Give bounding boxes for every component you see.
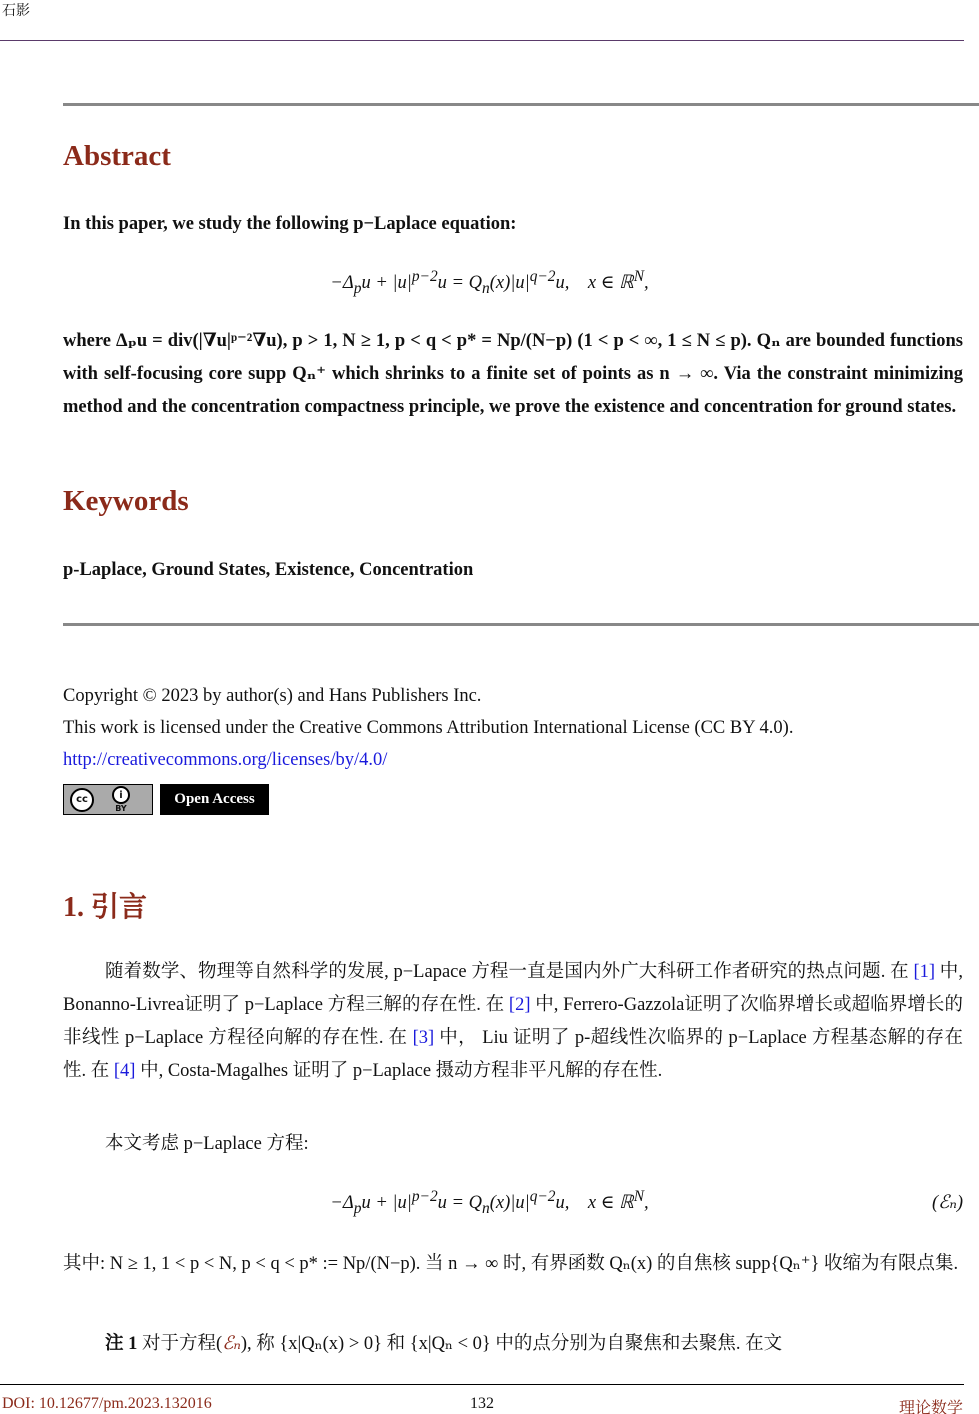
citation-4[interactable]: [4] <box>113 1061 136 1081</box>
attribution-icon: i <box>112 786 130 804</box>
license-block <box>63 680 963 776</box>
text: 随着数学、物理等自然科学的发展, p−Lapace 方程一直是国内外广大科研工作者研究的热点问题. 在 <box>105 962 914 982</box>
text: 中, Ferrero-Gazzola证明了次临界增长或超临界增长的非线性 p−Laplace 方程径向解的存在性. 在 <box>63 995 963 1048</box>
cc-icon: cc <box>70 788 94 812</box>
equation-ref[interactable]: ℰₙ <box>222 1334 241 1354</box>
section-1-heading: 1. 引言 <box>63 892 148 923</box>
text: 对于方程( <box>137 1334 223 1354</box>
conditions-paragraph: 其中: N ≥ 1, 1 < p < N, p < q < p* := Np/(N−p). 当 n → ∞ 时, 有界函数 Qₙ(x) 的自焦核 supp{Qₙ⁺} 收缩为有限点集. <box>63 1254 959 1274</box>
open-access-badge: Open Access <box>160 784 269 815</box>
text: 中， Liu 证明了 p-超线性次临界的 p−Laplace 方程基态解的存在性. 在 <box>63 1028 963 1081</box>
citation-3[interactable]: [3] <box>412 1028 435 1048</box>
abstract-equation: $-\Delta_pu + |u|^{p-2}u = Q_n(x)|u|^{q-2}u$, x ∈ ℝ$^N$, <box>330 268 649 297</box>
equation-label: (ℰₙ) <box>931 1193 963 1213</box>
header-divider <box>0 40 964 41</box>
by-label: BY <box>115 804 127 813</box>
text: 中, Bonanno-Livrea证明了 p−Laplace 方程三解的存在性. 在 <box>63 962 963 1015</box>
main-equation: $-\Delta_pu + |u|^{p-2}u = Q_n(x)|u|^{q-2}u$, x ∈ ℝ$^N$, <box>330 1188 649 1217</box>
abstract-intro: In this paper, we study the following p−Laplace equation: <box>63 214 517 234</box>
equation-intro: 本文考虑 p−Laplace 方程: <box>105 1134 309 1154</box>
page-number: 132 <box>470 1395 494 1412</box>
citation-2[interactable]: [2] <box>508 995 531 1015</box>
license-statement: This work is licensed under the Creative Commons Attribution International License (CC BY 4.0). <box>63 718 794 738</box>
copyright-line: Copyright © 2023 by author(s) and Hans Publishers Inc. <box>63 686 482 706</box>
footer-divider <box>0 1384 964 1385</box>
footer-journal: 理论数学 <box>898 1400 963 1414</box>
keywords-text: p-Laplace, Ground States, Existence, Concentration <box>63 560 474 580</box>
text: 中, Costa-Magalhes 证明了 p−Laplace 摄动方程非平凡解的存在性. <box>135 1061 663 1081</box>
cc-by-badge[interactable] <box>63 784 153 815</box>
text: ), 称 {x|Qₙ(x) > 0} 和 {x|Qₙ < 0} 中的点分别为自聚焦和去聚焦. 在文 <box>240 1334 783 1354</box>
citation-1[interactable]: [1] <box>913 962 936 982</box>
intro-paragraph <box>63 956 963 1088</box>
abstract-body: where Δₚu = div(|∇u|ᵖ⁻²∇u), p > 1, N ≥ 1, p < q < p* = Np/(N−p) (1 < p < ∞, 1 ≤ N ≤ p). Qₙ are bounded functions with self-focusing core supp Qₙ⁺ which shrinks to a finite set of points as n → ∞. Via the constraint minimizing method and the concentration compactness principle, we prove the existence and concentration for ground states. <box>63 331 963 417</box>
note-label: 注 1 <box>105 1334 138 1354</box>
running-header: 石影 <box>2 4 30 19</box>
footer-doi: DOI: 10.12677/pm.2023.132016 <box>2 1395 212 1412</box>
abstract-heading: Abstract <box>63 140 171 172</box>
keywords-heading: Keywords <box>63 485 189 517</box>
keywords-bottom-rule <box>63 623 979 626</box>
abstract-top-rule <box>63 103 979 106</box>
note-1 <box>63 1328 963 1361</box>
license-link[interactable]: http://creativecommons.org/licenses/by/4.0/ <box>63 750 388 770</box>
